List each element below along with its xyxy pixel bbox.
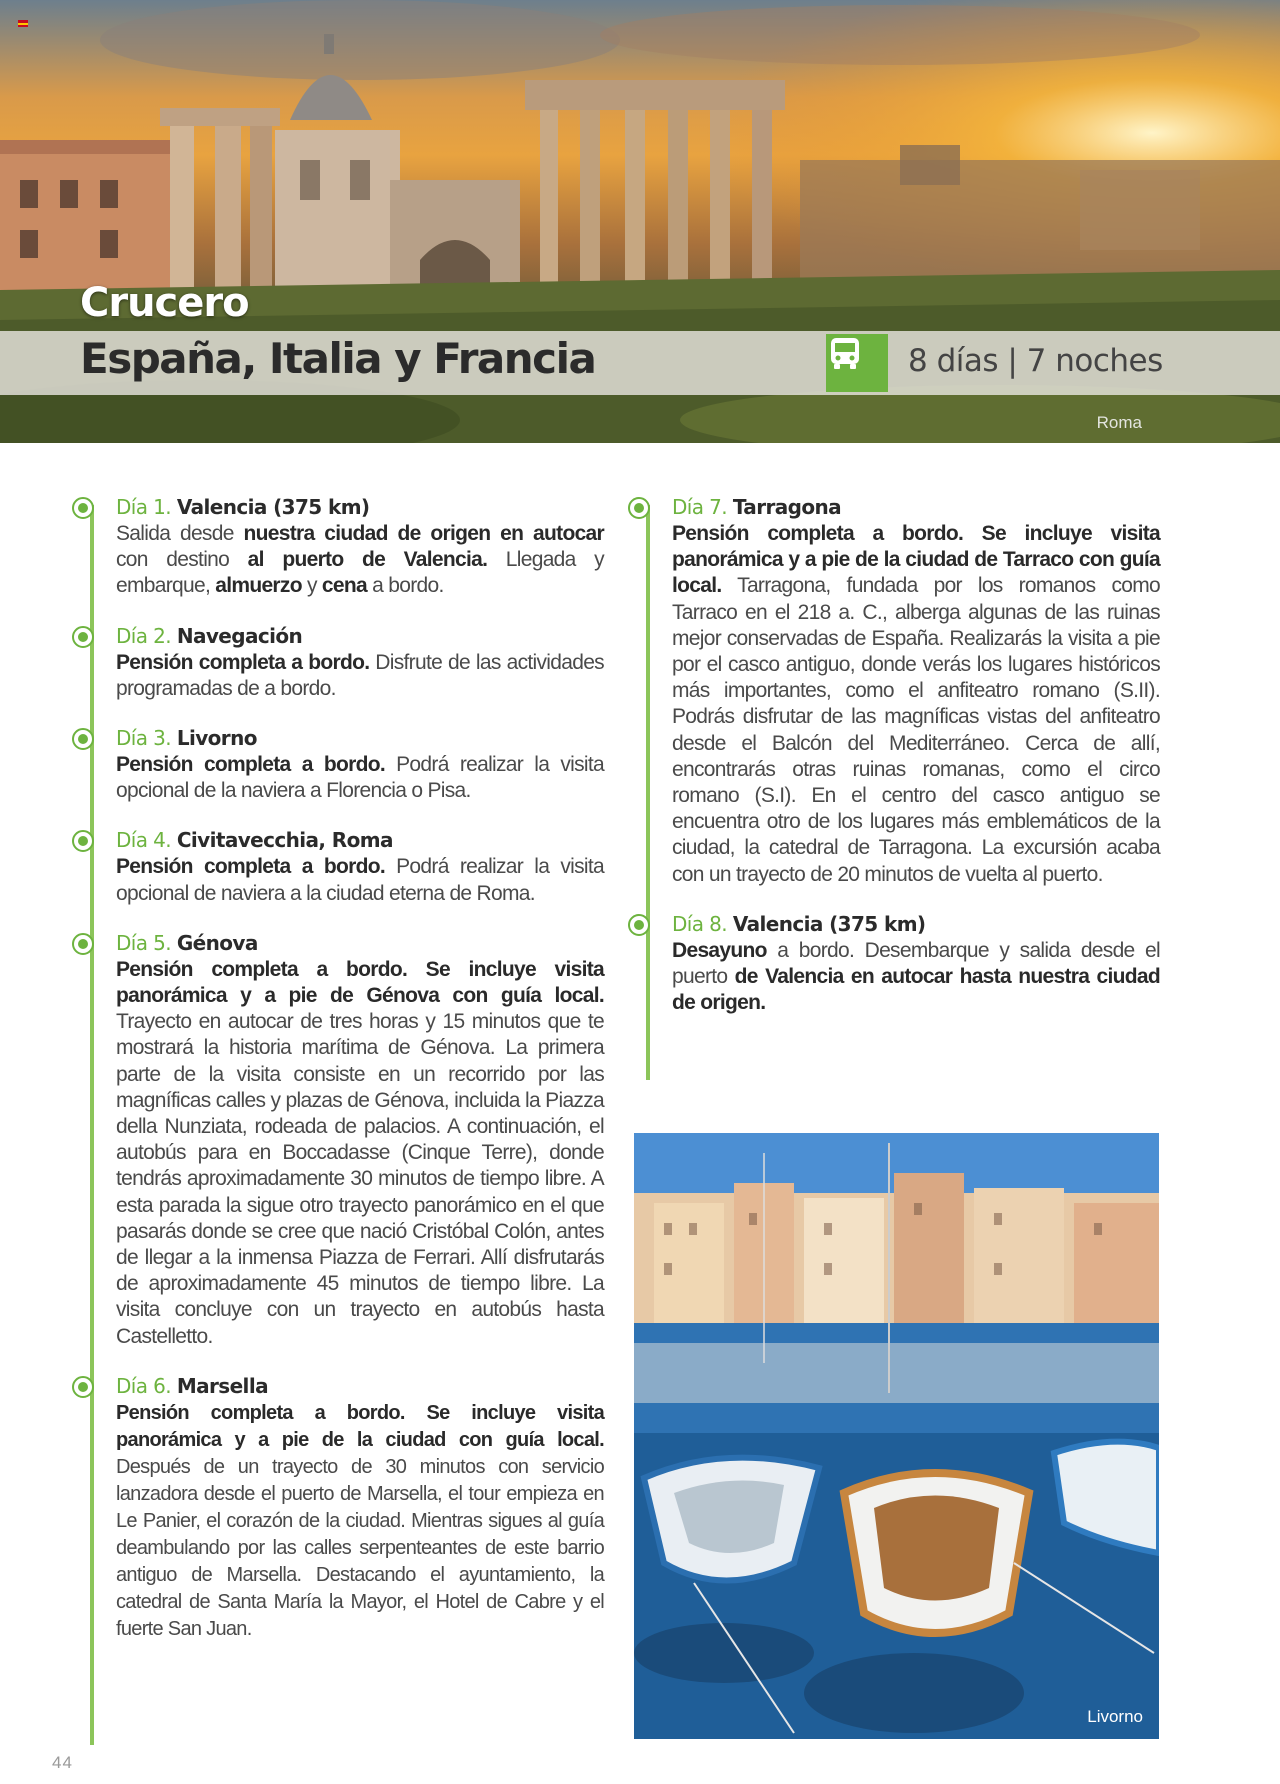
timeline-dot-icon (72, 830, 94, 852)
day-text: Después de un trayecto de 30 minutos con servicio lanzadora desde el puerto de Marsella, el tour empieza en Le Panier, el corazón de la ciudad. Mientras sigues al guía deambulando por las calles serpenteantes de este barrio antiguo de Marsella. Destacando el ayuntamiento, la catedral de Santa María la Mayor, el Hotel de Cabre y el fuerte San Juan. (116, 1455, 604, 1640)
day-text: a bordo. Desembarque y salida desde el puerto (672, 938, 1160, 989)
day-text-bold: Pensión completa a bordo. Se incluye visita panorámica y a pie de la ciudad con guía local. (116, 1401, 604, 1451)
day-heading (116, 929, 604, 957)
day-heading (672, 910, 1160, 938)
day-text-bold: Desayuno (672, 938, 767, 962)
day-place: Tarragona (732, 495, 842, 519)
day-description (116, 957, 604, 1350)
day-number: Día 1. (116, 495, 172, 519)
day-description (116, 650, 604, 702)
day-place: Valencia (375 km) (176, 495, 370, 519)
day-place: Civitavecchia, Roma (176, 828, 393, 853)
day-text: Disfrute de las actividades programadas de a bordo. (116, 650, 604, 700)
day-number: Día 2. (116, 623, 172, 648)
day-text: con destino (116, 548, 248, 572)
day-text: Salida desde (116, 522, 244, 545)
day-text: Podrá realizar la visita opcional de naviera a la ciudad eterna de Roma. (116, 855, 604, 905)
timeline-dot-icon (72, 626, 94, 648)
day-heading (116, 826, 604, 854)
day-text-bold: Pensión completa a bordo. (116, 855, 385, 879)
day-item (80, 724, 604, 804)
day-place: Marsella (176, 1373, 268, 1398)
day-number: Día 6. (116, 1373, 172, 1398)
timeline-dot-icon (72, 497, 94, 519)
photo-caption: Livorno (1087, 1707, 1143, 1726)
day-text: Trayecto en autocar de tres horas y 15 minutos que te mostrará la historia marítima de Génova. La primera parte de la visita consiste en un recorrido por las magníficas calles y plazas de Génova, incluida la Piazza della Nunziata, rodeada de palacios. A continuación, el autobús para en Boccadasse (Cinque Terre), donde tendrás aproximadamente 30 minutos de tiempo libre. A esta parada la sigue otro trayecto panorámico en el que pasarás donde se cree que nació Cristóbal Colón, antes de llegar a la inmensa Piazza de Ferrari. Allí disfrutarás de aproximadamente 45 minutos de tiempo libre. La visita concluye con un trayecto en autobús hasta Castelletto. (116, 1010, 604, 1348)
day-description (116, 521, 604, 600)
itinerary-left-column (80, 493, 604, 1643)
day-description (116, 854, 604, 906)
day-place: Navegación (176, 623, 303, 648)
day-text-bold: Pensión completa a bordo. (116, 753, 385, 777)
day-heading (116, 724, 604, 752)
day-item (80, 493, 604, 600)
day-item (80, 622, 604, 702)
timeline-dot-icon (72, 728, 94, 750)
day-text-bold: nuestra ciudad de origen en autocar (243, 522, 605, 545)
day-description (116, 1400, 604, 1643)
day-item (636, 910, 1160, 1017)
day-text-bold: Pensión completa a bordo. Se incluye visita panorámica y a pie de la ciudad de Tarraco con guía local. (672, 522, 1160, 598)
hero-photo-caption: Roma (1096, 413, 1142, 432)
trip-duration: 8 días | 7 noches (908, 343, 1163, 379)
day-description (672, 521, 1160, 888)
day-heading (116, 622, 604, 650)
timeline-dot-icon (628, 497, 650, 519)
day-item (80, 1372, 604, 1643)
day-text: Llegada y embarque, (116, 548, 604, 598)
day-place: Livorno (176, 726, 257, 751)
day-item (636, 493, 1160, 888)
day-text-bold: Pensión completa a bordo. Se incluye visita panorámica y a pie de Génova con guía local. (116, 957, 604, 1008)
timeline-dot-icon (628, 914, 650, 936)
day-heading (116, 493, 604, 521)
livorno-harbor-photo (634, 1133, 1159, 1739)
day-text: Podrá realizar la visita opcional de la naviera a Florencia o Pisa. (116, 753, 604, 803)
day-text: y (301, 574, 322, 598)
day-item (80, 929, 604, 1350)
day-heading (116, 1372, 604, 1400)
page-title: España, Italia y Francia (80, 334, 596, 383)
day-text-bold: de Valencia en autocar hasta nuestra ciudad de origen. (672, 965, 1161, 1015)
day-text-bold: Pensión completa a bordo. (116, 650, 370, 674)
day-description (672, 938, 1160, 1017)
timeline-dot-icon (72, 933, 94, 955)
bus-icon (826, 334, 888, 392)
day-text: a bordo. (366, 574, 444, 598)
day-text-bold: al puerto de Valencia. (247, 548, 488, 572)
day-text: Tarragona, fundada por los romanos como Tarraco en el 218 a. C., alberga algunas de las ruinas mejor conservadas de España. Realizarás la visita a pie por el casco antiguo, donde verás los lugares históricos más importantes, como el anfiteatro romano (S.II). Podrás disfrutar de las magníficas vistas del anfiteatro desde el Balcón del Mediterráneo. Cerca de allí, encontrarás otras ruinas romanas, como el circo romano (S.I). En el centro del casco antiguo se encuentra otro de los lugares más emblemáticos de la ciudad, la catedral de Tarragona. La excursión acaba con un trayecto de 20 minutos de vuelta al puerto. (672, 574, 1160, 886)
spain-flag-icon (18, 20, 28, 27)
day-text-bold: cena (321, 574, 367, 598)
day-place: Valencia (375 km) (732, 911, 926, 936)
hero-banner (0, 0, 1280, 443)
day-number: Día 7. (672, 495, 728, 519)
day-item (80, 826, 604, 906)
day-number: Día 5. (116, 930, 172, 955)
day-number: Día 3. (116, 726, 172, 751)
day-description (116, 752, 604, 804)
page-number: 44 (52, 1753, 73, 1772)
day-number: Día 4. (116, 828, 172, 853)
day-text-bold: almuerzo (215, 574, 302, 598)
timeline-dot-icon (72, 1376, 94, 1398)
day-place: Génova (176, 930, 258, 955)
day-number: Día 8. (672, 911, 728, 936)
itinerary-right-column (636, 493, 1160, 1016)
day-heading (672, 493, 1160, 521)
hero-kicker: Crucero (80, 280, 249, 326)
